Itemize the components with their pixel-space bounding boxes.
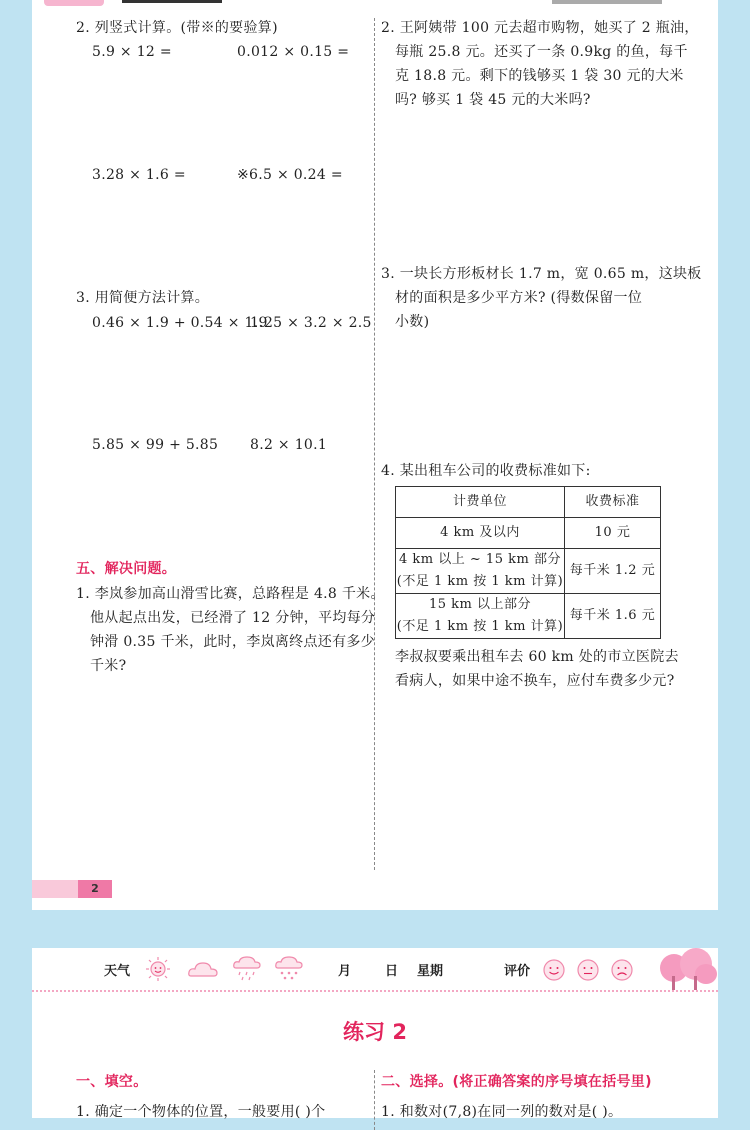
cloud-icon	[187, 958, 219, 980]
column-divider	[374, 18, 375, 870]
page-number: 2	[78, 880, 112, 898]
problem-4-title: 4. 某出租车公司的收费标准如下:	[381, 463, 591, 479]
header-decoration	[122, 0, 222, 3]
calc-item: 5.85 × 99 + 5.85	[92, 437, 219, 453]
table-cell: 每千米 1.6 元	[565, 594, 661, 639]
header-decoration	[552, 0, 662, 4]
month-label: 月	[338, 964, 352, 979]
sad-face-icon	[610, 958, 634, 982]
fill-blank-question-1: 1. 确定一个物体的位置，一般要用( )个	[76, 1104, 326, 1120]
sun-icon	[144, 956, 172, 982]
calc-item: 5.9 × 12 =	[92, 44, 172, 60]
table-header: 计费单位	[396, 487, 565, 518]
calc-item: 1.25 × 3.2 × 2.5	[250, 315, 372, 331]
problem-4-line: 李叔叔要乘出租车去 60 km 处的市立医院去	[395, 649, 679, 665]
table-row	[396, 518, 661, 549]
problem-2-line: 吗? 够买 1 袋 45 元的大米吗?	[395, 92, 591, 108]
problem-3-line: 材的面积是多少平方米? (得数保留一位	[395, 290, 643, 306]
rain-cloud-icon	[232, 954, 262, 982]
worksheet-page-1	[32, 0, 718, 910]
column-divider	[374, 1070, 375, 1130]
exercise-title: 练习 2	[343, 1020, 407, 1044]
table-cell: 10 元	[565, 518, 661, 549]
rating-label: 评价	[504, 964, 531, 979]
worksheet-page-2	[32, 948, 718, 1118]
fare-table	[395, 486, 661, 639]
calc-item: 0.012 × 0.15 =	[237, 44, 350, 60]
calc-item: 0.46 × 1.9 + 0.54 × 1.9	[92, 315, 268, 331]
calc-item: 8.2 × 10.1	[250, 437, 328, 453]
snow-cloud-icon	[274, 954, 304, 982]
header-divider	[32, 990, 718, 992]
problem-2-line: 克 18.8 元。剩下的钱够买 1 袋 30 元的大米	[395, 68, 684, 84]
table-row	[396, 594, 661, 639]
problem-2-line: 每瓶 25.8 元。还买了一条 0.9kg 的鱼，每千	[395, 44, 688, 60]
section-2-heading: 二、选择。(将正确答案的序号填在括号里)	[381, 1074, 652, 1090]
table-cell	[396, 594, 565, 639]
section-1-heading: 一、填空。	[76, 1074, 148, 1090]
neutral-face-icon	[576, 958, 600, 982]
table-cell-line: 4 km 以上 ~ 15 km 部分	[399, 552, 561, 567]
table-header: 收费标准	[565, 487, 661, 518]
day-label: 日	[385, 964, 399, 979]
page-header	[32, 948, 718, 992]
problem-1-line: 1. 李岚参加高山滑雪比赛，总路程是 4.8 千米。	[76, 586, 385, 602]
section-5-heading: 五、解决问题。	[76, 561, 177, 577]
choice-question-1: 1. 和数对(7,8)在同一列的数对是( )。	[381, 1104, 623, 1120]
week-label: 星期	[417, 964, 444, 979]
problem-4-line: 看病人，如果中途不换车，应付车费多少元?	[395, 673, 675, 689]
problem-1-line: 千米?	[90, 658, 127, 674]
problem-3-line: 3. 一块长方形板材长 1.7 m，宽 0.65 m，这块板	[381, 266, 702, 282]
question-3-title: 3. 用简便方法计算。	[76, 290, 210, 306]
problem-1-line: 钟滑 0.35 千米，此时，李岚离终点还有多少	[90, 634, 375, 650]
table-cell-line: (不足 1 km 按 1 km 计算)	[396, 574, 564, 589]
table-cell-line: 15 km 以上部分	[428, 597, 531, 612]
weather-label: 天气	[104, 964, 131, 979]
table-cell-line: (不足 1 km 按 1 km 计算)	[396, 619, 564, 634]
calc-item: 3.28 × 1.6 =	[92, 167, 186, 183]
calc-item: ※6.5 × 0.24 =	[237, 167, 343, 183]
table-row	[396, 549, 661, 594]
smiley-face-icon	[542, 958, 566, 982]
problem-1-line: 他从起点出发，已经滑了 12 分钟，平均每分	[90, 610, 376, 626]
problem-3-line: 小数)	[395, 314, 430, 330]
table-cell	[396, 549, 565, 594]
pink-tree-icon	[654, 948, 718, 992]
problem-2-line: 2. 王阿姨带 100 元去超市购物，她买了 2 瓶油，	[381, 20, 699, 36]
table-cell: 4 km 及以内	[396, 518, 565, 549]
header-decoration	[44, 0, 104, 6]
question-2-title: 2. 列竖式计算。(带※的要验算)	[76, 20, 278, 36]
table-row	[396, 487, 661, 518]
table-cell: 每千米 1.2 元	[565, 549, 661, 594]
